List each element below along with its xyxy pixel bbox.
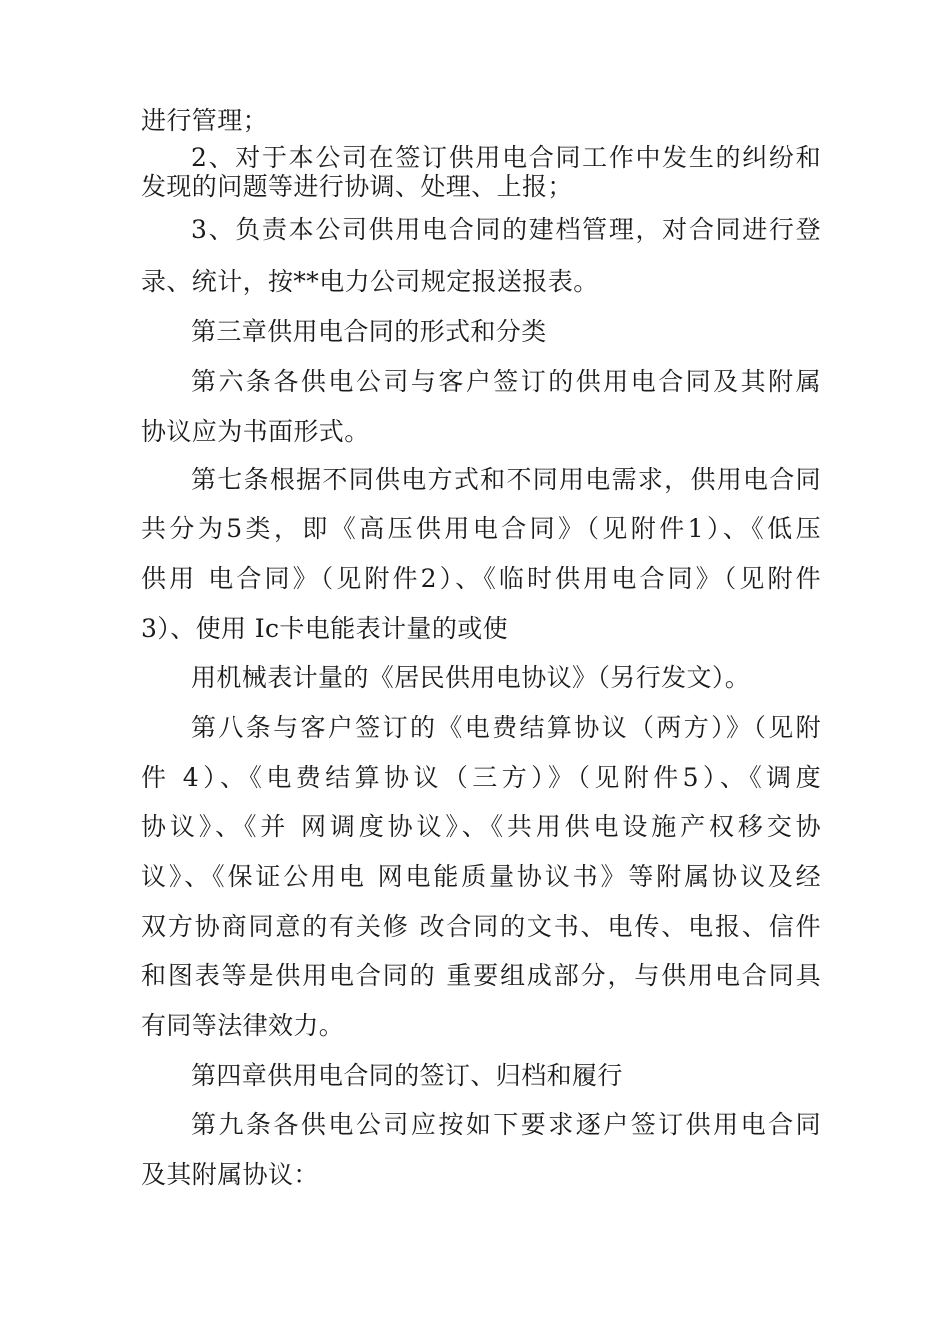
text-line: 第八条与客户签订的《电费结算协议（两方）》（见附: [191, 713, 821, 742]
text-line: 发现的问题等进行协调、处理、上报；: [141, 172, 573, 201]
text-line: 协议应为书面形式。: [141, 417, 370, 446]
text-line: 件 4）、《电费结算协议（三方）》（见附件5）、《调度: [141, 763, 821, 792]
text-line: 和图表等是供用电合同的 重要组成部分，与供用电合同具: [141, 961, 821, 990]
text-line: 有同等法律效力。: [141, 1011, 345, 1040]
text-line: 3、负责本公司供用电合同的建档管理，对合同进行登: [191, 215, 821, 244]
text-line: 2、对于本公司在签订供用电合同工作中发生的纠纷和: [191, 143, 821, 172]
text-line: 第九条各供电公司应按如下要求逐户签订供用电合同: [191, 1110, 821, 1139]
text-line: 进行管理；: [141, 106, 269, 135]
text-line: 双方协商同意的有关修 改合同的文书、电传、电报、信件: [141, 912, 821, 941]
chapter-heading: 第四章供用电合同的签订、归档和履行: [191, 1061, 623, 1090]
text-line: 3）、使用 Ic卡电能表计量的或使: [141, 614, 509, 643]
text-line: 第七条根据不同供电方式和不同用电需求，供用电合同: [191, 465, 821, 494]
text-line: 第六条各供电公司与客户签订的供用电合同及其附属: [191, 367, 821, 396]
text-line: 供用 电合同》（见附件2）、《临时供用电合同》（见附件: [141, 564, 821, 593]
chapter-heading: 第三章供用电合同的形式和分类: [191, 317, 547, 346]
text-line: 及其附属协议：: [141, 1160, 319, 1189]
text-line: 议》、《保证公用电 网电能质量协议书》等附属协议及经: [141, 862, 821, 891]
text-line: 共分为5类，即《高压供用电合同》（见附件1）、《低压: [141, 514, 821, 543]
text-line: 用机械表计量的《居民供用电协议》（另行发文）。: [191, 663, 751, 692]
text-line: 协议》、《并 网调度协议》、《共用供电设施产权移交协: [141, 812, 821, 841]
text-line: 录、统计，按**电力公司规定报送报表。: [141, 267, 599, 296]
